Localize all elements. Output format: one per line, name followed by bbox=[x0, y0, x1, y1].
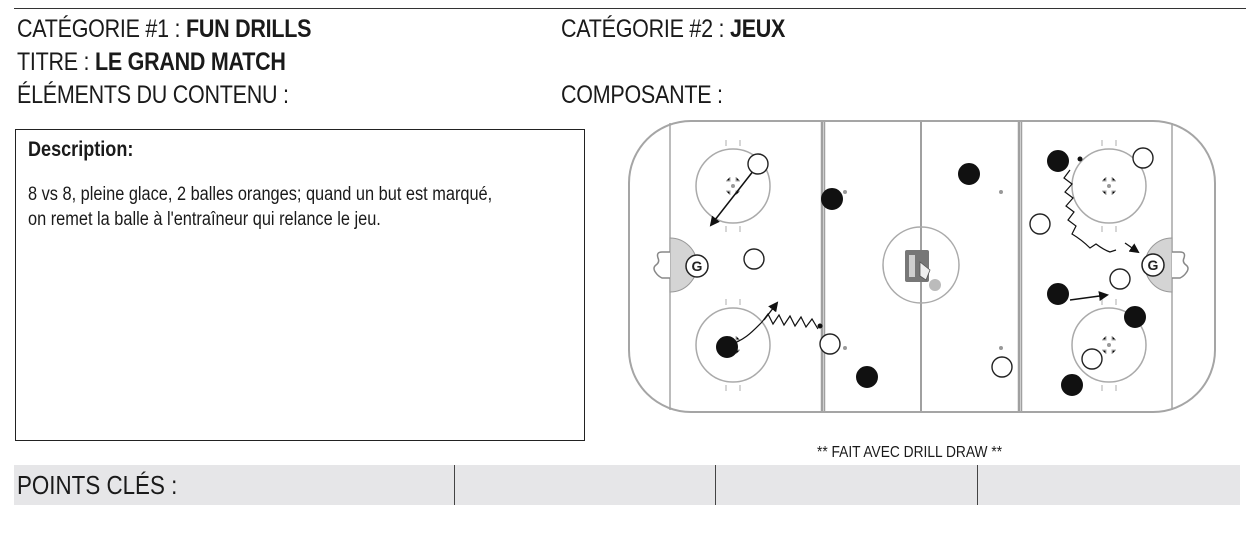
black-player bbox=[822, 189, 843, 210]
divider bbox=[977, 465, 978, 505]
white-player bbox=[1110, 269, 1130, 289]
black-player bbox=[1048, 151, 1069, 172]
white-player bbox=[820, 334, 840, 354]
key-points-label: POINTS CLÉS : bbox=[17, 470, 178, 500]
content-elements-label: ÉLÉMENTS DU CONTENU : bbox=[17, 81, 289, 109]
goalie-right-label: G bbox=[1147, 257, 1159, 273]
white-player bbox=[992, 357, 1012, 377]
white-player bbox=[1082, 349, 1102, 369]
description-line-2: on remet la balle à l'entraîneur qui relance le jeu. bbox=[28, 209, 381, 230]
key-points-bar bbox=[14, 465, 1240, 505]
black-player bbox=[717, 337, 738, 358]
title-value: LE GRAND MATCH bbox=[94, 48, 286, 76]
category-2-value: JEUX bbox=[729, 15, 786, 43]
category-1-value: FUN DRILLS bbox=[185, 15, 312, 43]
black-player bbox=[857, 367, 878, 388]
black-player bbox=[1125, 307, 1146, 328]
title-label: TITRE : bbox=[17, 48, 90, 76]
category-2-label: CATÉGORIE #2 : bbox=[561, 15, 725, 43]
black-player bbox=[1062, 375, 1083, 396]
component-label: COMPOSANTE : bbox=[561, 81, 723, 109]
white-player bbox=[748, 154, 768, 174]
goalie-left-label: G bbox=[691, 258, 703, 274]
drill-draw-credit: ** FAIT AVEC DRILL DRAW ** bbox=[817, 444, 1003, 461]
description-line-1: 8 vs 8, pleine glace, 2 balles oranges; quand un but est marqué, bbox=[28, 184, 493, 205]
white-player bbox=[744, 249, 764, 269]
divider bbox=[454, 465, 455, 505]
description-title: Description: bbox=[28, 138, 134, 161]
puck-right bbox=[1078, 157, 1083, 162]
white-player bbox=[1133, 148, 1153, 168]
puck-left bbox=[818, 324, 823, 329]
black-player bbox=[959, 164, 980, 185]
black-player bbox=[1048, 284, 1069, 305]
category-1-label: CATÉGORIE #1 : bbox=[17, 15, 181, 43]
divider bbox=[715, 465, 716, 505]
white-player bbox=[1030, 214, 1050, 234]
